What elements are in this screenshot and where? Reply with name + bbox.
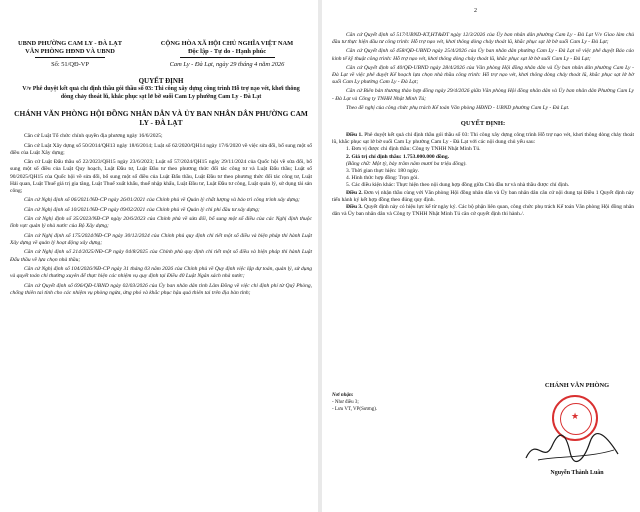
- legal-basis: [10, 133, 312, 297]
- basis-paragraph: Căn cứ Nghị định số 10/2021/NĐ-CP ngày 09/02/2021 của Chính phủ về Quản lý chi phí đầu tư xây dựng;: [24, 206, 260, 213]
- basis-paragraph: Căn cứ Quyết định số 458/QĐ-UBND ngày 25/4/2026 của Ủy ban nhân dân phường Cam Ly - Đà Lạt về việc phê duyệt Báo cáo kinh tế kỹ thuật công trình: Hỗ trợ nạo vét, khơi thông dòng chảy thoát lũ, khắc phục sạt lở bờ suối Cam Ly - Đà Lạt;: [332, 48, 634, 62]
- article-1-label: Điều 1.: [346, 132, 363, 139]
- issuing-agency: [10, 40, 130, 69]
- signature-scribble: [518, 430, 628, 468]
- basis-paragraph: Căn cứ Quyết định số 696/QĐ-UBND ngày 02/03/2026 của Ủy ban nhân dân tỉnh Lâm Đồng về việc chỉ định phí từ Quỹ Phòng, chống thiên tai tỉnh cho các nhiệm vụ phòng ngừa, ứng phó và khắc phục hậu quả thiên tai trên địa bàn tỉnh;: [10, 282, 312, 296]
- agency-underline: [35, 57, 105, 58]
- basis-paragraph: Căn cứ Luật Xây dựng số 50/2014/QH13 ngày 18/6/2014; Luật số 62/2020/QH14 ngày 17/6/2020 về việc sửa đổi, bổ sung một số điều của Luật Xây dựng;: [10, 142, 312, 156]
- article-1: [332, 132, 634, 146]
- issuing-authority: CHÁNH VĂN PHÒNG HỘI ĐỒNG NHÂN DÂN VÀ ỦY BAN NHÂN DÂN PHƯỜNG CAM LY - ĐÀ LẠT: [14, 109, 308, 128]
- agency-line-1: UBND PHƯỜNG CAM LY - ĐÀ LẠT: [17, 40, 123, 47]
- agency-line-2: VĂN PHÒNG HĐND VÀ UBND: [25, 48, 115, 55]
- document-number: Số: 51/QĐ-VP: [51, 61, 89, 68]
- articles: [332, 132, 634, 218]
- document-header: [10, 40, 312, 69]
- recipient-item: - Lưu VT, VP(Sương).: [332, 407, 378, 412]
- article-item: 5. Các điều kiện khác: Thực hiện theo nội dung hợp đồng giữa Chủ đầu tư và nhà thầu được chỉ định.: [346, 182, 570, 189]
- article-3: [332, 204, 634, 218]
- article-2-text: Đơn vị nhận thầu cùng với Văn phòng Hội đồng nhân dân và Ủy ban nhân dân căn cứ nội dung tại Điều 1 Quyết định này tiến hành ký kết hợp đồng theo đúng quy định.: [332, 189, 635, 203]
- recipients-block: [332, 392, 377, 413]
- signer-name: Nguyễn Thành Luân: [550, 470, 604, 476]
- nation-title: CỘNG HÒA XÃ HỘI CHỦ NGHĨA VIỆT NAM: [160, 40, 294, 47]
- amount-in-words: (Bằng chữ: Một tỷ, bảy trăm năm mươi ba triệu đồng).: [346, 160, 467, 167]
- basis-paragraph: Căn cứ Nghị định số 06/2021/NĐ-CP ngày 26/01/2021 của Chính phủ về Quản lý chất lượng và bảo trì công trình xây dựng;: [24, 197, 300, 204]
- national-header: [142, 40, 312, 69]
- document-title: QUYẾT ĐỊNH: [138, 77, 184, 85]
- article-3-label: Điều 3.: [346, 204, 363, 211]
- article-1-text: Phê duyệt kết quả chỉ định thầu gói thầu số 03: Thi công xây dựng công trình Hỗ trợ nạo vét, khơi thông dòng chảy thoát lũ, khắc phục sạt lở bờ suối Cam Ly phường Cam Ly - Đà Lạt với các nội dung chủ yếu sau:: [332, 132, 635, 146]
- article-3-text: Quyết định này có hiệu lực kể từ ngày ký. Các bộ phận liên quan, công chức phụ trách Kế toán Văn phòng Hội đồng nhân dân và Ủy ban nhân dân và Công ty TNHH Nhật Minh Tú căn cứ quyết định thi hành./.: [332, 204, 635, 218]
- place-date: Cam Ly - Đà Lạt, ngày 29 tháng 4 năm 2026: [169, 61, 285, 68]
- page-1: [0, 0, 318, 512]
- basis-paragraph: Căn cứ Quyết định số 40/QĐ-UBND ngày 28/4/2026 của Văn phòng Hội đồng nhân dân và Ủy ban nhân dân phường Cam Ly - Đà Lạt về việc phê duyệt Kế hoạch lựa chọn nhà thầu công trình: Hỗ trợ nạo vét, khơi thông dòng chảy thoát lũ, khắc phục sạt lở bờ suối Cam Ly phường Cam Ly - Đà Lạt;: [332, 64, 634, 86]
- basis-paragraph: Căn cứ Biên bản thương thảo hợp đồng ngày 29/4/2026 giữa Văn phòng Hội đồng nhân dân và Ủy ban nhân dân Phường Cam Ly - Đà Lạt và Công ty TNHH Nhật Minh Tú;: [332, 88, 634, 102]
- basis-paragraph: Căn cứ Luật Tổ chức chính quyền địa phương ngày 16/6/2025;: [24, 133, 163, 140]
- recipient-item: - Như điều 3;: [332, 400, 359, 405]
- article-item: 4. Hình thức hợp đồng: Trọn gói.: [346, 175, 419, 182]
- basis-paragraph: Căn cứ Nghị định số 104/2026/NĐ-CP ngày 31 tháng 03 năm 2026 của Chính phủ về Quy định việc lập dự toán, quản lý, sử dụng và quyết toán chi thường xuyên để thực hiện các nhiệm vụ quy định tại Điều 40 Luật Ngân sách nhà nước;: [10, 265, 312, 280]
- contract-value: 2. Giá trị chỉ định thầu: 1.753.000.000 đồng.: [346, 153, 449, 160]
- basis-paragraph: Căn cứ Nghị định số 35/2023/NĐ-CP ngày 20/6/2023 của Chính phủ về sửa đổi, bổ sung một số điều của các Nghị định thuộc lĩnh vực quản lý nhà nước của Bộ Xây dựng;: [10, 216, 312, 230]
- national-motto: Độc lập - Tự do - Hạnh phúc: [187, 48, 267, 55]
- basis-paragraph: Căn cứ Nghị định số 214/2025/NĐ-CP ngày 04/8/2025 của Chính phủ quy định chi tiết một số điều và biện pháp thi hành Luật Đấu thầu về lựa chọn nhà thầu;: [10, 249, 312, 263]
- basis-paragraph: Căn cứ Luật Đấu thầu số 22/2023/QH15 ngày 23/6/2023; Luật số 57/2024/QH15 ngày 29/11/2024 của Quốc hội về sửa đổi, bổ sung một số điều của Luật Quy hoạch, Luật Đầu tư, Luật Đầu tư theo phương thức đối tác công tư và Luật Đấu thầu; Luật số 90/2025/QH15 của Quốc hội về sửa đổi, bổ sung một số điều của Luật Đấu thầu, Luật Đầu tư theo phương thức đối tác công tư, Luật Hải quan, Luật Thuế giá trị gia tăng, Luật Thuế xuất khẩu, thuế nhập khẩu, Luật Đầu tư, Luật Đầu tư công, Luật quản lý, sử dụng tài sản công;: [10, 159, 312, 194]
- article-item: [332, 154, 634, 161]
- motto-underline: [180, 57, 275, 58]
- decision-heading: QUYẾT ĐỊNH:: [460, 120, 506, 128]
- basis-paragraph: Theo đề nghị của công chức phụ trách Kế toán Văn phòng HĐND - UBND phường Cam Ly - Đà Lạt.: [346, 104, 570, 111]
- signer-title: CHÁNH VĂN PHÒNG: [544, 382, 610, 389]
- article-item: 3. Thời gian thực hiện: 180 ngày.: [346, 168, 419, 175]
- page-2: [322, 0, 640, 512]
- article-2: [332, 190, 634, 204]
- star-icon: ★: [570, 411, 580, 421]
- recipients-heading: Nơi nhận:: [332, 393, 354, 398]
- article-item: 1. Đơn vị được chỉ định thầu: Công ty TNHH Nhật Minh Tú.: [346, 146, 481, 153]
- document-subject: V/v Phê duyệt kết quả chỉ định thầu gói thầu số 03: Thi công xây dựng công trình Hỗ trợ nạo vét, khơi thông dòng chảy thoát lũ, khắc phục sạt lở bờ suối Cam Ly phường Cam Ly - Đà Lạt: [22, 86, 300, 100]
- page-number: 2: [474, 8, 477, 14]
- article-2-label: Điều 2.: [346, 189, 363, 196]
- basis-paragraph: Căn cứ Nghị định số 175/2024/NĐ-CP ngày 30/12/2024 của Chính phủ quy định chi tiết một số điều và biện pháp thi hành Luật Xây dựng về quản lý hoạt động xây dựng;: [10, 232, 312, 246]
- basis-paragraph: Căn cứ Quyết định số 517/UBND-KT,HT&ĐT ngày 12/3/2026 của Ủy ban nhân dân phường Cam Ly - Đà Lạt V/v Giao làm chủ đầu tư thực hiện dầu tư công trình: Hỗ trợ nạo vét, khơi thông dòng chảy thoát lũ, khắc phục sạt lở bờ suối Cam Ly - Đà Lạt;: [332, 32, 634, 46]
- legal-basis-continued: [332, 32, 634, 112]
